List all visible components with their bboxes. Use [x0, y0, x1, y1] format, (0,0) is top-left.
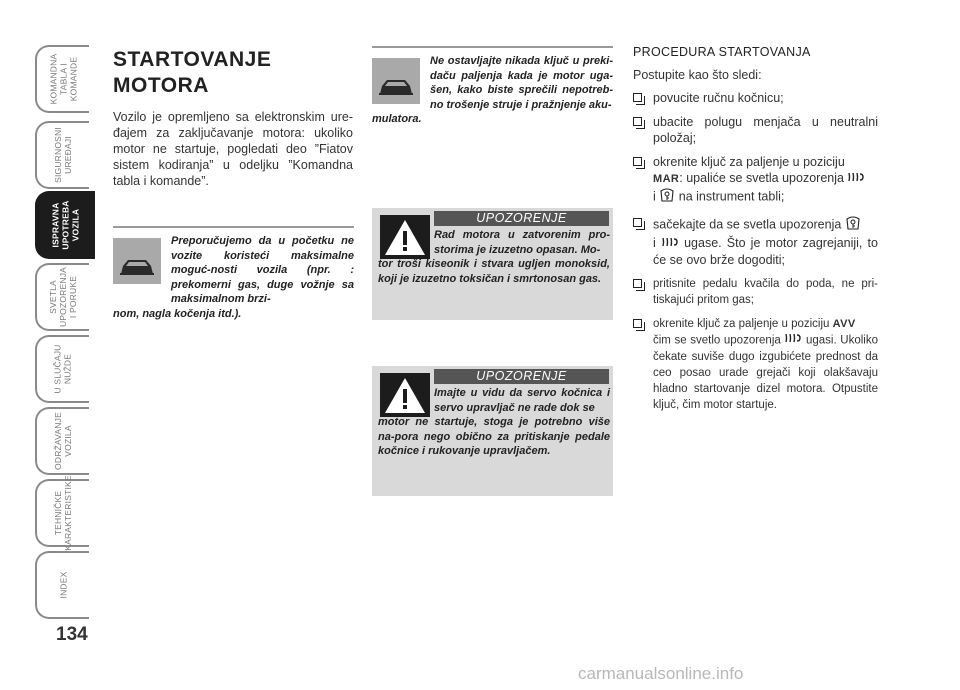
list-item: okrenite ključ za paljenje u poziciju MAR: upaliće se svetla upozorenja i na instrument tabli; — [633, 154, 878, 207]
tab-svetla-upozorenja[interactable]: SVETLA UPOZORENJA I PORUKE — [35, 263, 89, 331]
warning-header: UPOZORENJE — [434, 211, 609, 226]
warning-text-indented: Imajte u vidu da servo kočnica i servo upravljač ne rade dok se — [434, 387, 610, 414]
tab-index[interactable]: INDEX — [35, 551, 89, 619]
list-item: pritisnite pedalu kvačila do poda, ne pri-tiskajući pritom gas; — [633, 276, 878, 308]
list-item: ubacite polugu menjača u neutralni položaj; — [633, 114, 878, 146]
glow-plug-warning-icon — [784, 332, 802, 349]
note2-text-indented: Ne ostavljajte nikada ključ u preki-daču paljenja kada je motor uga-šen, kako biste sprečili nepotreb-no trošenje struje i pražnjenje aku- — [430, 55, 613, 111]
procedure-steps — [633, 90, 878, 413]
immobilizer-key-warning-icon — [659, 187, 675, 207]
tab-tehnicke[interactable]: TEHNIČKE KARAKTERISTIKE — [35, 479, 89, 547]
section-title: STARTOVANJE MOTORA — [113, 48, 272, 97]
glow-plug-warning-icon — [661, 236, 679, 252]
procedure-title: PROCEDURA STARTOVANJA — [633, 45, 811, 59]
tab-odrzavanje[interactable]: ODRŽAVANJE VOZILA — [35, 407, 89, 475]
warning-text-full: tor troši kiseonik i stvara ugljen monoksid, koji je izuzetno toksičan i smrtonosan gas. — [378, 258, 610, 285]
intro-paragraph: Vozilo je opremljeno sa elektronskim ure-đajem za zaključavanje motora: ukoliko motor ne startuje, pogledati deo ”Fiatov sistem kodiranja” u odeljku ”Komandna tabla i komande”. — [113, 110, 353, 188]
warning-text-indented: Rad motora u zatvorenim pro-storima je izuzetno opasan. Mo- — [434, 229, 610, 256]
note2-text-full: mulatora. — [372, 113, 422, 125]
car-note-icon — [113, 238, 161, 284]
note-box — [113, 226, 354, 321]
note-box-key — [372, 46, 613, 127]
warning-box-servo — [372, 366, 613, 496]
checkbox-bullet-icon — [633, 319, 642, 328]
list-item: okrenite ključ za paljenje u poziciju AVV čim se svetlo upozorenja ugasi. Ukoliko čekate suviše dugo izgubićete prednost da ceo posao urade grejači koji olakšavaju hladno startovanje dizel motora. Otpustite ključ, čim motor startuje. — [633, 316, 878, 413]
checkbox-bullet-icon — [633, 117, 642, 126]
tab-ispravna-upotreba[interactable]: ISPRAVNA UPOTREBA VOZILA — [35, 191, 95, 259]
warning-header: UPOZORENJE — [434, 369, 609, 384]
checkbox-bullet-icon — [633, 218, 642, 227]
list-item: sačekajte da se svetla upozorenja i ugase. Što je motor zagrejaniji, to će se ovo brže dogoditi; — [633, 215, 878, 268]
car-note-icon — [372, 58, 420, 104]
procedure-column — [633, 45, 878, 421]
immobilizer-key-warning-icon — [845, 215, 861, 235]
tab-u-slucaju-nuzde[interactable]: U SLUČAJU NUŽDE — [35, 335, 89, 403]
page-number: 134 — [56, 624, 88, 645]
note-text-full: nom, nagla kočenja itd.). — [113, 307, 242, 320]
glow-plug-warning-icon — [847, 171, 865, 187]
tab-sigurnosni-uredaji[interactable]: SIGURNOSNI UREĐAJI — [35, 121, 89, 189]
warning-text-full: motor ne startuje, stoga je potrebno više na-pora nego obično za pritiskanje pedale kočnice i rukovanje upravljačem. — [378, 416, 610, 457]
watermark: carmanualsonline.info — [578, 664, 744, 683]
tab-komandna-tabla[interactable]: KOMANDNA TABLA I KOMANDE — [35, 45, 89, 113]
checkbox-bullet-icon — [633, 157, 642, 166]
list-item: povucite ručnu kočnicu; — [633, 90, 878, 106]
checkbox-bullet-icon — [633, 279, 642, 288]
checkbox-bullet-icon — [633, 93, 642, 102]
note-text-indented: Preporučujemo da u početku ne vozite koristeći maksimalne moguć-nosti vozila (npr. : prekomerni gas, duge vožnje sa maksimalnom brzi- — [171, 235, 354, 305]
warning-box-co — [372, 208, 613, 320]
procedure-lead: Postupite kao što sledi: — [633, 68, 762, 82]
